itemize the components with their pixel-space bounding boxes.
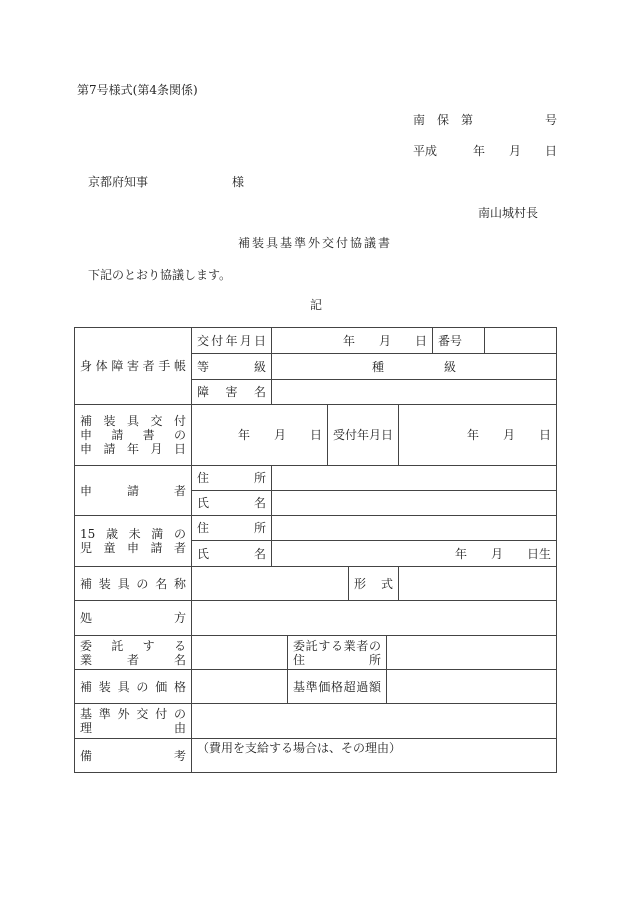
contractor-address-field[interactable]: [386, 635, 557, 670]
contractor-field[interactable]: [191, 635, 288, 670]
disability-label: 障害名: [191, 379, 272, 405]
addressee: 京都府知事 様: [88, 175, 245, 189]
reason-label: 基準外交付の 理由: [74, 703, 192, 739]
remarks-label: 備考: [74, 738, 192, 773]
device-name-label: 補装具の名称: [74, 566, 192, 601]
prescription-label: 処方: [74, 600, 192, 636]
application-date-field[interactable]: 年 月 日: [191, 404, 328, 466]
child-address-field[interactable]: [271, 515, 557, 541]
intro-text: 下記のとおり協議します。: [88, 268, 232, 282]
reason-field[interactable]: [191, 703, 557, 739]
device-name-field[interactable]: [191, 566, 349, 601]
handbook-label: 身体障害者手帳: [74, 327, 192, 405]
excess-field[interactable]: [386, 669, 557, 704]
number-field[interactable]: [484, 327, 557, 354]
form-number: 第7号様式(第4条関係): [77, 83, 198, 97]
sender: 南山城村長: [478, 206, 539, 220]
received-date-label: 受付年月日: [327, 404, 399, 466]
price-field[interactable]: [191, 669, 288, 704]
contractor-address-label: 委託する業者の 住所: [287, 635, 387, 670]
model-field[interactable]: [398, 566, 557, 601]
document-number: 南 保 第 号: [413, 113, 558, 127]
issue-date-field[interactable]: 年 月 日: [271, 327, 433, 354]
remarks-note: （費用を支給する場合は、その理由）: [197, 741, 402, 755]
application-date-label: 補装具交付 申請書の 申請年月日: [74, 404, 192, 466]
type-grade-field[interactable]: 種 級: [271, 353, 557, 380]
contractor-label: 委託する 業者名: [74, 635, 192, 670]
document-title: 補装具基準外交付協議書: [237, 236, 392, 250]
applicant-name-label: 氏名: [191, 490, 272, 516]
applicant-label: 申請者: [74, 465, 192, 516]
document-date: 平成 年 月 日: [413, 144, 558, 158]
child-name-label: 氏名: [191, 540, 272, 567]
grade-label: 等級: [191, 353, 272, 380]
remarks-field[interactable]: [191, 738, 557, 773]
ki-label: 記: [310, 298, 323, 312]
prescription-field[interactable]: [191, 600, 557, 636]
model-label: 形式: [348, 566, 399, 601]
child-address-label: 住所: [191, 515, 272, 541]
disability-field[interactable]: [271, 379, 557, 405]
applicant-address-field[interactable]: [271, 465, 557, 491]
price-label: 補装具の価格: [74, 669, 192, 704]
issue-date-label: 交付年月日: [191, 327, 272, 354]
number-label: 番号: [432, 327, 485, 354]
applicant-name-field[interactable]: [271, 490, 557, 516]
child-applicant-label: 15歳未満の 児童申請者: [74, 515, 192, 567]
excess-label: 基準価格超過額: [287, 669, 387, 704]
applicant-address-label: 住所: [191, 465, 272, 491]
child-name-birth-field[interactable]: 年 月 日生: [271, 540, 557, 567]
received-date-field[interactable]: 年 月 日: [398, 404, 557, 466]
